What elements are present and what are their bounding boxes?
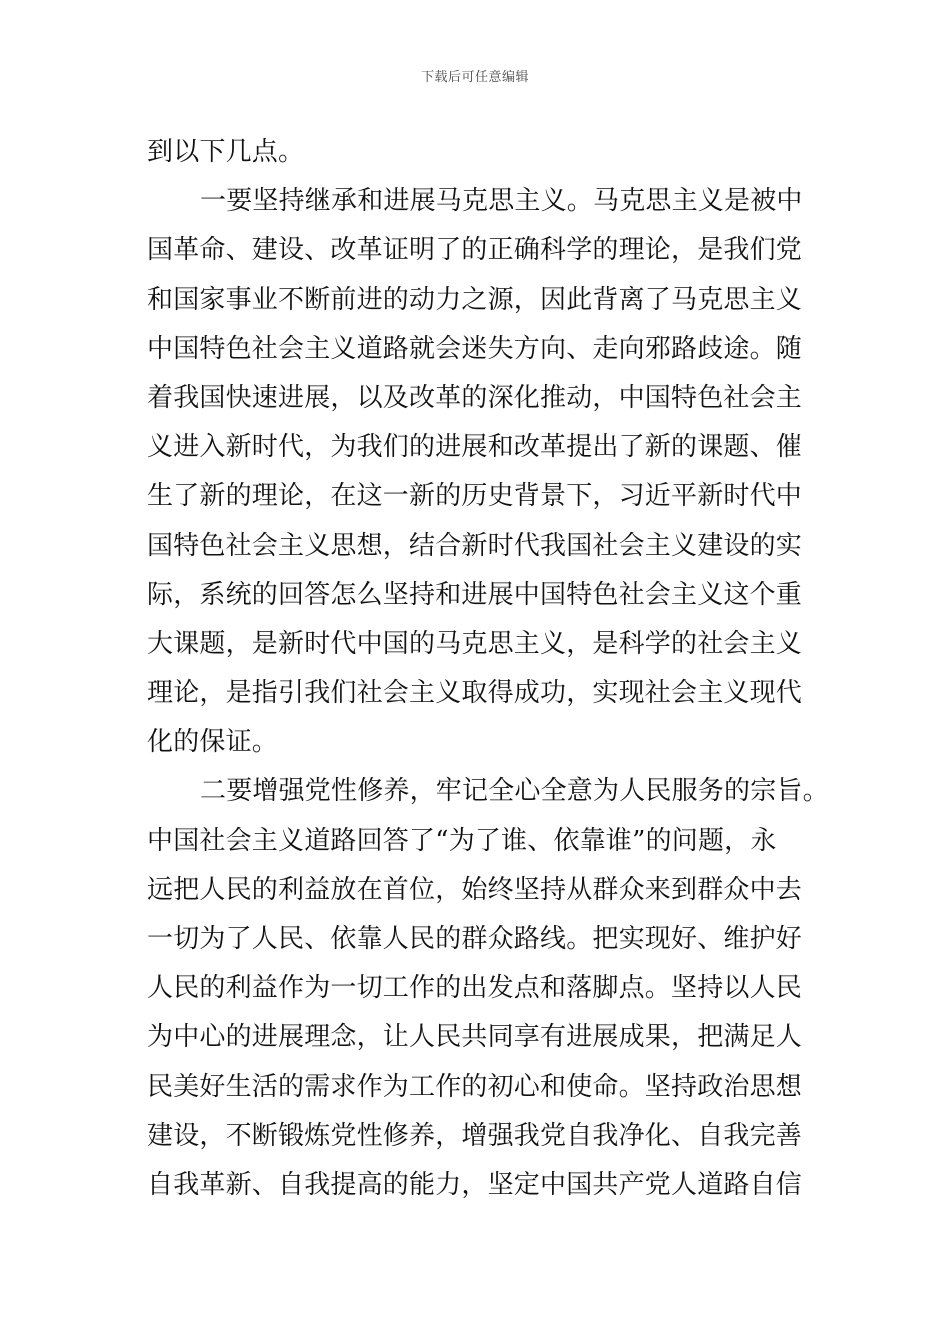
download-note: 下载后可任意编辑 [420,70,529,85]
text-line: 着我国快速进展，以及改革的深化推动，中国特色社会主 [147,382,803,413]
text-line: 际，系统的回答怎么坚持和进展中国特色社会主义这个重 [147,579,803,610]
body-text [147,128,829,1210]
text-line: 一切为了人民、依靠人民的群众路线。把实现好、维护好 [147,924,803,954]
text-line: 为中心的进展理念，让人民共同享有进展成果，把满足人 [147,1022,803,1053]
text-line: 义进入新时代，为我们的进展和改革提出了新的课题、催 [147,432,803,463]
text-line: 和国家事业不断前进的动力之源，因此背离了马克思主义 [147,284,803,315]
text-line: 建设，不断锻炼党性修养，增强我党自我净化、自我完善 [147,1120,803,1151]
text-line: 国革命、建设、改革证明了的正确科学的理论，是我们党 [147,235,803,266]
text-line: 国特色社会主义思想，结合新时代我国社会主义建设的实 [147,530,803,561]
text-line: 到以下几点。 [147,137,305,167]
paragraph-start-line: 二要增强党性修养，牢记全心全意为人民服务的宗旨。 [200,776,829,807]
text-line: 中国社会主义道路回答了“为了谁、依靠谁”的问题，永 [147,825,777,856]
text-line: 中国特色社会主义道路就会迷失方向、走向邪路歧途。随 [147,333,803,364]
text-line: 化的保证。 [147,727,279,758]
text-line: 远把人民的利益放在首位，始终坚持从群众来到群众中去 [147,874,803,905]
text-line: 生了新的理论，在这一新的历史背景下，习近平新时代中 [147,481,803,512]
text-line: 自我革新、自我提高的能力，坚定中国共产党人道路自信 [147,1169,803,1200]
text-line: 人民的利益作为一切工作的出发点和落脚点。坚持以人民 [147,973,803,1004]
text-line: 大课题，是新时代中国的马克思主义，是科学的社会主义 [147,628,803,659]
text-line: 理论，是指引我们社会主义取得成功，实现社会主义现代 [147,678,803,709]
paragraph-start-line: 一要坚持继承和进展马克思主义。马克思主义是被中 [200,186,803,217]
text-line: 民美好生活的需求作为工作的初心和使命。坚持政治思想 [147,1071,803,1102]
